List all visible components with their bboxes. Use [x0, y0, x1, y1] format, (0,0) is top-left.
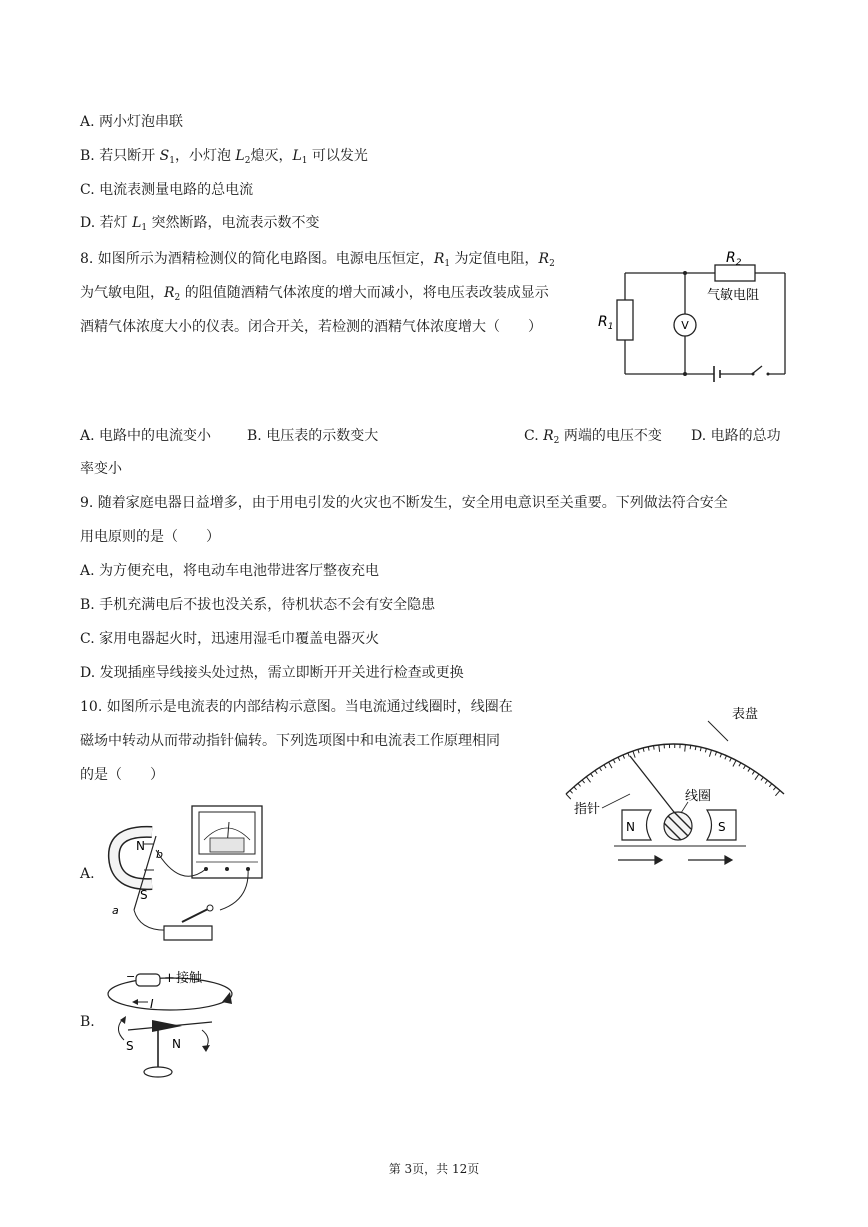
dial-tick: [730, 758, 732, 762]
compass-south-label: S: [126, 1039, 134, 1053]
dial-tick: [609, 762, 612, 768]
pointer-label: 指针: [574, 802, 601, 817]
page-footer: 第 3页，共 12页: [388, 1162, 480, 1176]
dial-tick: [599, 768, 601, 771]
q8-stem-line2: 为气敏电阻，$R_2$ 的阻值随酒精气体浓度的增大而减小，将电压表改装成显示: [80, 285, 549, 303]
field-direction-arrows: [618, 856, 732, 864]
dial-tick: [566, 794, 571, 799]
dial-tick: [582, 780, 584, 783]
r1-label: $R_1$: [598, 314, 614, 332]
q9-option-c: C. 家用电器起火时，迅速用湿毛巾覆盖电器灭火: [80, 631, 380, 647]
battery-minus-label: −: [126, 970, 136, 983]
dial-label: 表盘: [732, 707, 759, 722]
q9-option-b: B. 手机充满电后不拔也没关系，待机状态不会有安全隐患: [80, 597, 436, 613]
dial-tick: [769, 784, 771, 787]
dial-tick: [700, 747, 701, 751]
dial-tick: [725, 756, 727, 760]
switch-base: [164, 926, 212, 940]
q7-option-b: B. 若只断开 $S_1$，小灯泡 $L_2$熄灭，$L_1$ 可以发光: [80, 148, 368, 166]
rod-end-a-label: a: [112, 904, 119, 917]
dial-tick: [586, 777, 590, 783]
ammeter-structure-diagram: [560, 696, 795, 876]
dial-tick: [761, 777, 763, 780]
compass-stand: [144, 1067, 172, 1077]
q8-stem-line1: 8. 如图所示为酒精检测仪的简化电路图。电源电压恒定，$R_1$ 为定值电阻，$R_2$: [80, 251, 555, 269]
q10-option-b-label: B.: [80, 1014, 95, 1030]
q7-option-d: D. 若灯 $L_1$ 突然断路，电流表示数不变: [80, 215, 320, 233]
q8-option-c: C. $R_2$ 两端的电压不变: [524, 428, 662, 446]
q10-stem-line2: 磁场中转动从而带动指针偏转。下列选项图中和电流表工作原理相同: [80, 733, 500, 749]
dial-tick: [643, 748, 644, 752]
dial-tick: [574, 787, 577, 790]
dial-tick: [659, 745, 660, 752]
north-pole-label: N: [626, 820, 635, 834]
dial-tick: [570, 790, 573, 793]
option-a-induction-diagram: [100, 800, 280, 950]
dial-tick: [633, 751, 635, 758]
q7-option-a: A. 两小灯泡串联: [80, 114, 184, 130]
dial-tick: [595, 770, 597, 773]
dial-tick: [775, 790, 780, 795]
q10-stem-line1: 10. 如图所示是电流表的内部结构示意图。当电流通过线圈时，线圈在: [80, 699, 513, 715]
current-label: I: [150, 997, 154, 1011]
gas-sensor-label: 气敏电阻: [707, 288, 760, 303]
dial-tick: [705, 749, 706, 753]
south-pole-label: S: [718, 820, 726, 834]
magnet-north-label: N: [136, 839, 145, 853]
r1-resistor: [617, 300, 633, 340]
dial-tick: [733, 760, 736, 766]
q8-option-a: A. 电路中的电流变小: [80, 428, 212, 444]
q7-option-c: C. 电流表测量电路的总电流: [80, 182, 254, 198]
dial-tick: [628, 753, 629, 757]
dial-tick: [720, 754, 721, 758]
compass-needle: [152, 1020, 182, 1032]
q8-option-d-continued: 率变小: [80, 461, 122, 477]
dial-tick: [773, 787, 776, 790]
q10-option-a-label: A.: [80, 866, 95, 882]
dial-tick: [623, 755, 625, 759]
dial-tick: [604, 765, 606, 768]
magnet-south-label: S: [140, 888, 148, 902]
compass-north-label: N: [172, 1037, 181, 1051]
dial-tick: [743, 765, 745, 768]
contact-label: 接触: [176, 971, 203, 986]
dial-tick: [690, 745, 691, 749]
option-b-oersted-diagram: [100, 960, 250, 1090]
dial-tick: [755, 774, 759, 780]
dial-tick: [618, 757, 620, 761]
dial-tick: [748, 768, 750, 771]
q10-stem-line3: 的是（ ）: [80, 767, 164, 783]
q8-option-d: D. 电路的总功: [691, 428, 781, 444]
dial-tick: [709, 750, 711, 757]
battery-plus-label: +: [164, 971, 175, 986]
q8-circuit-diagram: [594, 244, 794, 384]
q9-stem-line2: 用电原则的是（ ）: [80, 529, 220, 545]
dial-tick: [765, 780, 767, 783]
q9-option-a: A. 为方便充电，将电动车电池带进客厅整夜充电: [80, 563, 380, 579]
dial-tick: [715, 752, 716, 756]
dial-tick: [685, 745, 686, 752]
knife-switch: [182, 908, 210, 922]
dial-tick: [638, 749, 639, 753]
q8-stem-line3: 酒精气体浓度大小的仪表。闭合开关，若检测的酒精气体浓度增大（ ）: [80, 319, 542, 335]
dial-tick: [578, 783, 581, 786]
battery-icon: [136, 974, 160, 986]
rod-end-b-label: b: [156, 848, 163, 861]
voltmeter-label: V: [681, 319, 689, 332]
q9-stem-line1: 9. 随着家庭电器日益增多，由于用电引发的火灾也不断发生，安全用电意识至关重要。下列做法符合安全: [80, 495, 728, 511]
q9-option-d: D. 发现插座导线接头处过热，需立即断开开关进行检查或更换: [80, 665, 464, 681]
coil-label: 线圈: [685, 789, 712, 804]
battery-icon: [714, 366, 720, 382]
dial-tick: [613, 759, 615, 763]
dial-tick: [591, 774, 593, 777]
r2-label: $R_2$: [726, 250, 742, 268]
dial-tick: [654, 746, 655, 750]
dial-tick: [739, 763, 741, 766]
dial-arc: [566, 744, 784, 794]
dial-ticks: [566, 744, 784, 799]
q8-option-b: B. 电压表的示数变大: [247, 428, 379, 444]
dial-tick: [752, 771, 754, 774]
